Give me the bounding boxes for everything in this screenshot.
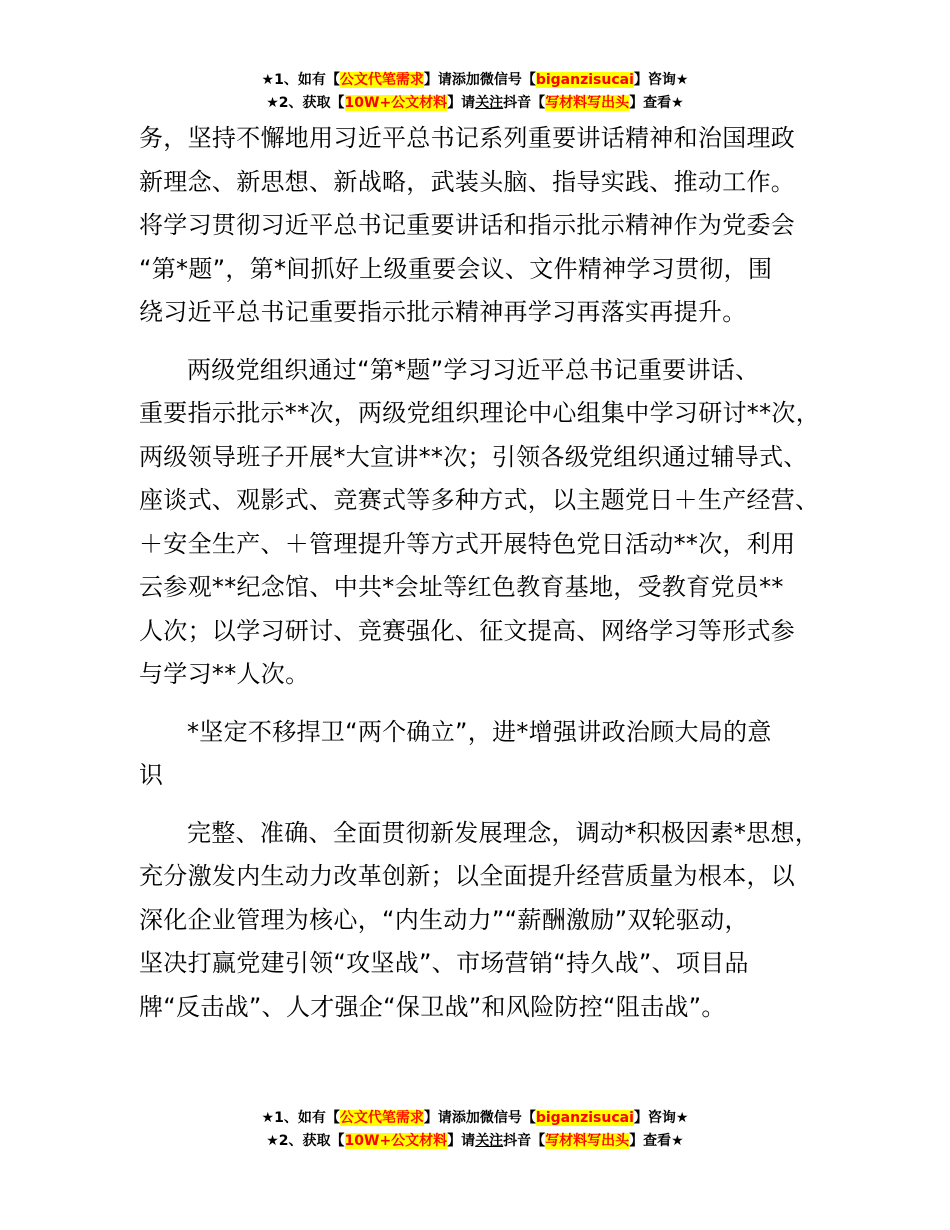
banner-highlight: biganzisucai (535, 1110, 634, 1126)
banner-text: ★1、如有【 (261, 72, 340, 88)
banner-highlight: 公文代笔需求 (339, 72, 424, 88)
banner-text: 抖音【 (503, 1133, 546, 1149)
text-line: 深化企业管理为核心，“内生动力”“薪酬激励”双轮驱动， (139, 905, 749, 934)
banner-line-2 (0, 1130, 950, 1153)
banner-text: 】请 (423, 1110, 452, 1126)
banner-highlight: 公文代笔需求 (339, 1110, 424, 1126)
banner-highlight: 写材料写出头 (545, 1133, 630, 1149)
banner-highlight: 10W+公文材料 (344, 1133, 448, 1149)
text-line: 将学习贯彻习近平总书记重要讲话和指示批示精神作为党委会 (139, 211, 796, 239)
banner-text: 】请 (447, 95, 476, 111)
section-heading (139, 711, 839, 798)
paragraph-4 (139, 812, 839, 1030)
banner-underline: 关注 (475, 1133, 504, 1149)
text-line: “第*题”，第*间抓好上级重要会议、文件精神学习贯彻，围 (139, 254, 773, 283)
banner-line-1 (0, 1107, 950, 1130)
banner-highlight: biganzisucai (535, 72, 634, 88)
text-line: 与学习**人次。 (139, 660, 310, 688)
text-line: 云参观**纪念馆、中共*会址等红色教育基地，受教育党员** (139, 573, 784, 601)
footer-banner (0, 1107, 950, 1153)
banner-text: 】咨询★ (633, 72, 689, 88)
banner-line-1 (0, 69, 950, 92)
banner-text: 】请 (447, 1133, 476, 1149)
banner-text: 抖音【 (503, 95, 546, 111)
text-line: 识 (139, 761, 164, 789)
banner-text: 微信号【 (479, 1110, 536, 1126)
banner-text: 】咨询★ (633, 1110, 689, 1126)
text-line: 两级党组织通过“第*题”学习习近平总书记重要讲话、 (187, 355, 760, 384)
paragraph-2 (139, 349, 839, 697)
banner-text: 微信号【 (479, 72, 536, 88)
text-line: *坚定不移捍卫“两个确立”，进*增强讲政治顾大局的意 (187, 717, 772, 746)
banner-highlight: 写材料写出头 (545, 95, 630, 111)
text-line: 人次；以学习研讨、竞赛强化、征文提高、网络学习等形式参 (139, 616, 796, 645)
text-line: 充分激发内生动力改革创新；以全面提升经营质量为根本，以 (139, 862, 796, 890)
text-line: 绕习近平总书记重要指示批示精神再学习再落实再提升。 (139, 298, 747, 326)
banner-text: ★2、获取【 (266, 95, 345, 111)
text-line: 牌“反击战”、人才强企“保卫战”和风险防控“阻击战”。 (139, 992, 726, 1021)
paragraph-1 (139, 117, 839, 335)
banner-underline: 关注 (475, 95, 504, 111)
banner-highlight: 10W+公文材料 (344, 95, 448, 111)
document-body (139, 117, 839, 1029)
banner-text: ★1、如有【 (261, 1110, 340, 1126)
text-line: 座谈式、观影式、竞赛式等多种方式，以主题党日＋生产经营、 (139, 486, 820, 514)
text-line: 两级领导班子开展*大宣讲**次；引领各级党组织通过辅导式、 (139, 442, 808, 471)
text-line: 坚决打赢党建引领“攻坚战”、市场营销“持久战”、项目品 (139, 949, 749, 977)
banner-text: 】查看★ (629, 95, 684, 111)
text-line: 重要指示批示**次，两级党组织理论中心组集中学习研讨**次， (139, 399, 820, 427)
header-banner (0, 69, 950, 115)
text-line: 新理念、新思想、新战略，武装头脑、指导实践、推动工作。 (139, 167, 796, 196)
text-line: 务，坚持不懈地用习近平总书记系列重要讲话精神和治国理政 (139, 124, 796, 152)
banner-line-2 (0, 92, 950, 115)
banner-text: ★2、获取【 (266, 1133, 345, 1149)
text-line: 完整、准确、全面贯彻新发展理念，调动*积极因素*思想， (187, 818, 820, 847)
banner-text: 】查看★ (629, 1133, 684, 1149)
text-line: ＋安全生产、＋管理提升等方式开展特色党日活动**次，利用 (139, 529, 796, 558)
banner-text: 添加 (451, 1110, 480, 1126)
banner-text: 】请 (423, 72, 452, 88)
banner-text: 添加 (451, 72, 480, 88)
